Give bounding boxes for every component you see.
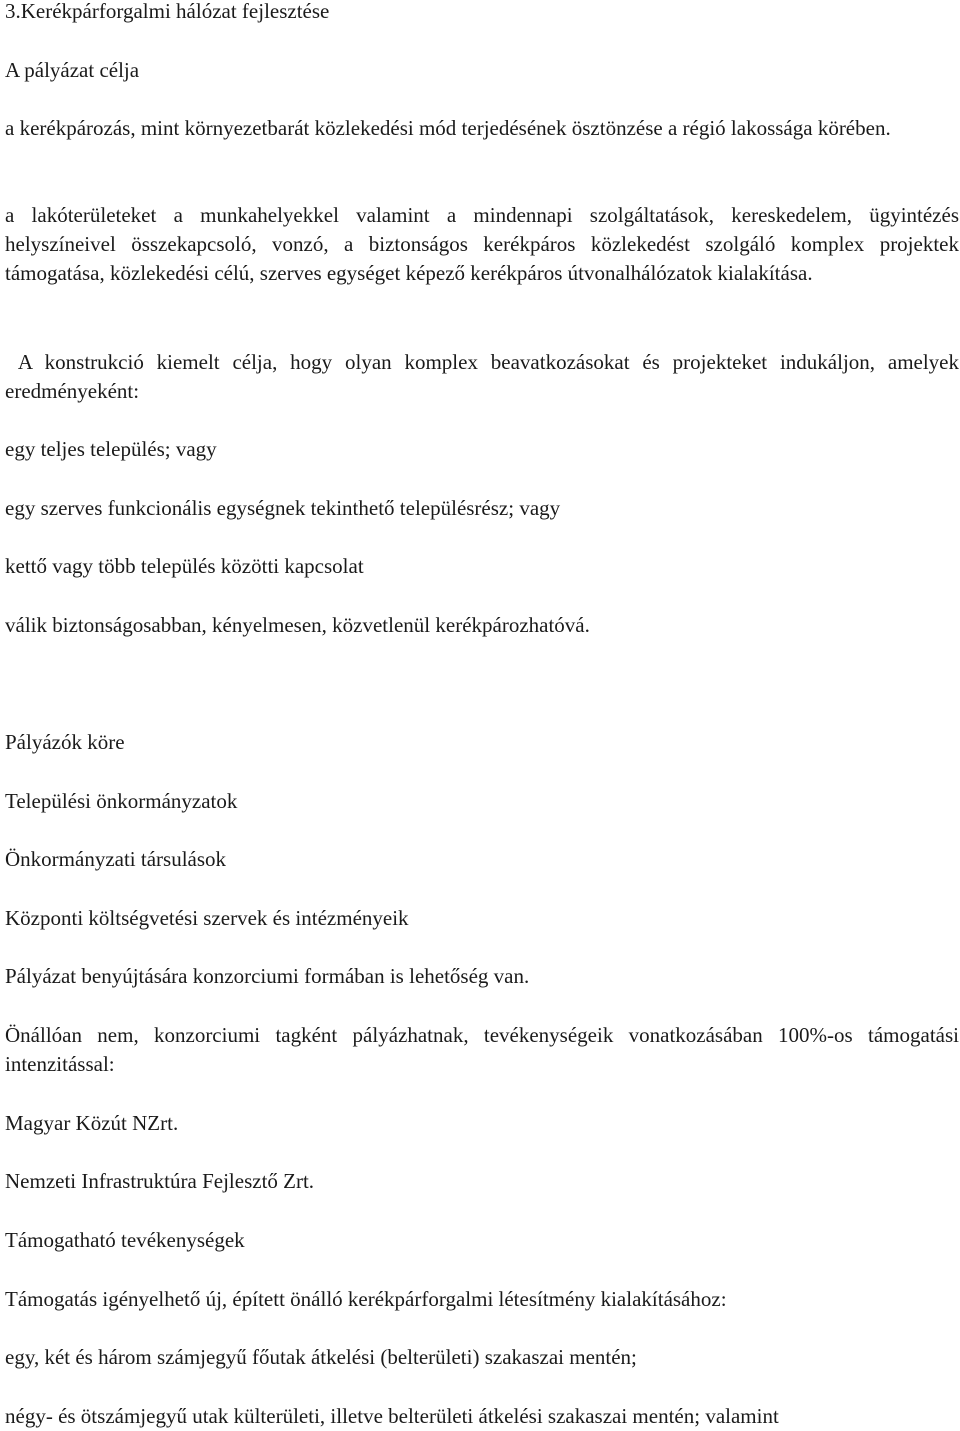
result-item-2: egy szerves funkcionális egységnek tekinthető településrész; vagy — [5, 496, 561, 520]
independent-member-1: Magyar Közút NZrt. — [5, 1111, 179, 1135]
construction-paragraph: A konstrukció kiemelt célja, hogy olyan komplex beavatkozásokat és projekteket indukáljon, amelyek eredményeként: — [5, 350, 960, 403]
result-conclusion: válik biztonságosabban, kényelmesen, közvetlenül kerékpározhatóvá. — [5, 613, 590, 637]
result-item-3: kettő vagy több település közötti kapcsolat — [5, 554, 364, 578]
activity-item-2: négy- és ötszámjegyű utak külterületi, illetve belterületi átkelési szakaszai mentén; valamint — [5, 1404, 779, 1428]
independent-paragraph: Önállóan nem, konzorciumi tagként pályázhatnak, tevékenységeik vonatkozásában 100%-os támogatási intenzitással: — [5, 1023, 959, 1076]
activities-intro: Támogatás igényelhető új, épített önálló kerékpárforgalmi létesítmény kialakításához: — [5, 1287, 727, 1311]
applicant-item-3: Központi költségvetési szervek és intézményeik — [5, 906, 409, 930]
section-heading: 3.Kerékpárforgalmi hálózat fejlesztése — [5, 0, 330, 23]
goal-paragraph-1: a kerékpározás, mint környezetbarát közlekedési mód terjedésének ösztönzése a régió lakossága körében. — [5, 116, 891, 140]
goal-paragraph-2: a lakóterületeket a munkahelyekkel valamint a mindennapi szolgáltatások, kereskedelem, ügyintézés helyszíneivel összekapcsoló, vonzó, a biztonságos kerékpáros közlekedést szolgáló komplex projektek támogatása, közlekedési célú, szerves egységet képező kerékpáros útvonalhálózatok kialakítása. — [5, 203, 959, 285]
goal-title: A pályázat célja — [5, 58, 140, 82]
independent-member-2: Nemzeti Infrastruktúra Fejlesztő Zrt. — [5, 1169, 315, 1193]
activity-item-1: egy, két és három számjegyű főutak átkelési (belterületi) szakaszai mentén; — [5, 1345, 637, 1369]
applicant-item-1: Települési önkormányzatok — [5, 789, 238, 813]
applicants-title: Pályázók köre — [5, 730, 125, 754]
result-item-1: egy teljes település; vagy — [5, 437, 217, 461]
consortium-note: Pályázat benyújtására konzorciumi formában is lehetőség van. — [5, 964, 530, 988]
applicant-item-2: Önkormányzati társulások — [5, 847, 227, 871]
activities-title: Támogatható tevékenységek — [5, 1228, 245, 1252]
